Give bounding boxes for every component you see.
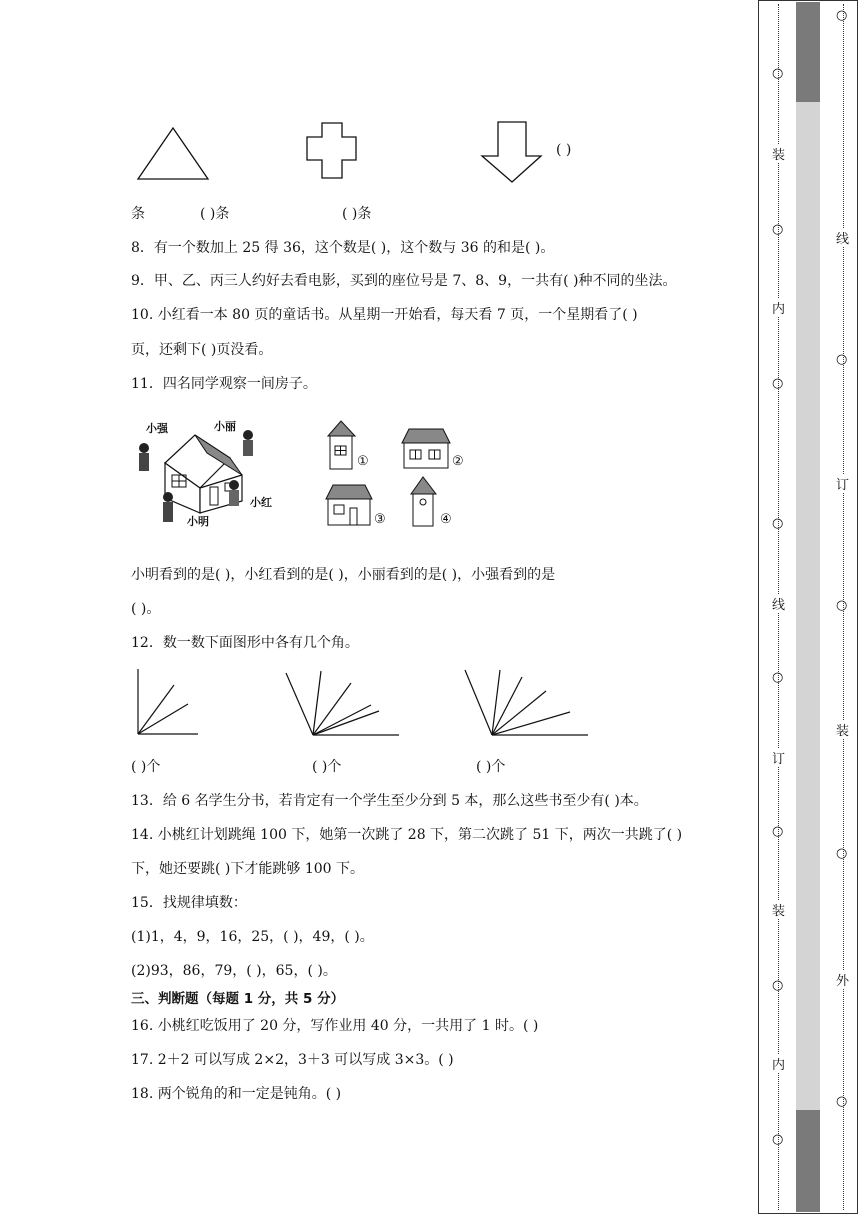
binding-circle: ○ bbox=[772, 670, 784, 685]
binding-circle: ○ bbox=[772, 824, 784, 839]
question-13: 13．给 6 名学生分书，若肯定有一个学生至少分到 5 本，那么这些书至少有( )本。 bbox=[131, 793, 648, 809]
binding-circle-inner: ○ bbox=[836, 8, 848, 23]
label-xiaoming: 小明 bbox=[187, 515, 209, 528]
house-option-2-figure bbox=[401, 427, 451, 472]
question-9: 9．甲、乙、丙三人约好去看电影，买到的座位号是 7、8、9，一共有( )种不同的坐法。 bbox=[131, 273, 677, 289]
binding-inner-char-xian: 线 bbox=[836, 228, 849, 247]
label-xiaoqiang: 小强 bbox=[146, 422, 168, 435]
question-11-answer-line1: 小明看到的是( )，小红看到的是( )，小丽看到的是( )，小强看到的是 bbox=[131, 567, 556, 583]
binding-circle: ○ bbox=[772, 376, 784, 391]
q7-blank-2[interactable]: ( )条 bbox=[200, 206, 230, 222]
binding-circle-inner: ○ bbox=[836, 598, 848, 613]
question-18: 18. 两个锐角的和一定是钝角。( ) bbox=[131, 1086, 342, 1102]
binding-circle-inner: ○ bbox=[836, 1094, 848, 1109]
binding-gray-band bbox=[796, 102, 820, 1110]
option-label-3: ③ bbox=[374, 512, 386, 527]
q7-blank-3[interactable]: ( )条 bbox=[342, 206, 372, 222]
angle-figure-2 bbox=[283, 667, 403, 737]
house-option-3-figure bbox=[325, 483, 375, 528]
option-label-4: ④ bbox=[440, 512, 452, 527]
binding-circle: ○ bbox=[772, 978, 784, 993]
binding-char-nei: 内 bbox=[772, 298, 785, 317]
question-14-line1: 14. 小桃红计划跳绳 100 下，她第一次跳了 28 下，第二次跳了 51 下，两次一共跳了( ) bbox=[131, 827, 683, 843]
binding-dark-band-top bbox=[796, 2, 820, 102]
question-16: 16. 小桃红吃饭用了 20 分，写作业用 40 分，一共用了 1 时。( ) bbox=[131, 1018, 539, 1034]
house-option-1-figure bbox=[327, 420, 357, 472]
binding-char-xian: 线 bbox=[772, 594, 785, 613]
binding-inner-char-zhuang: 装 bbox=[836, 720, 849, 739]
question-15-sub2: (2)93，86，79，( )，65，( )。 bbox=[131, 963, 337, 979]
question-11-stem: 11．四名同学观察一间房子。 bbox=[131, 376, 317, 392]
house-option-4-figure bbox=[410, 476, 438, 528]
down-arrow-figure bbox=[478, 120, 548, 185]
question-15-stem: 15．找规律填数： bbox=[131, 895, 247, 911]
binding-char-ding: 订 bbox=[772, 748, 785, 767]
question-11-answer-line2: ( )。 bbox=[131, 601, 161, 617]
question-12-stem: 12．数一数下面图形中各有几个角。 bbox=[131, 635, 359, 651]
option-label-1: ① bbox=[357, 454, 369, 469]
angle-figure-1 bbox=[130, 667, 200, 737]
label-xiaoli: 小丽 bbox=[214, 420, 236, 433]
binding-circle-inner: ○ bbox=[836, 352, 848, 367]
angle-figure-3 bbox=[462, 667, 592, 737]
binding-inner-char-ding: 订 bbox=[836, 474, 849, 493]
binding-circle: ○ bbox=[772, 516, 784, 531]
q7-shape3-blank[interactable]: ( ) bbox=[556, 142, 572, 158]
label-xiaohong: 小红 bbox=[250, 496, 272, 509]
binding-circle-inner: ○ bbox=[836, 846, 848, 861]
question-8: 8．有一个数加上 25 得 36，这个数是( )，这个数与 36 的和是( )。 bbox=[131, 240, 555, 256]
binding-inner-char-wai: 外 bbox=[836, 970, 849, 989]
binding-circle: ○ bbox=[772, 66, 784, 81]
binding-char-zhuang: 装 bbox=[772, 900, 785, 919]
binding-char-zhuang: 装 bbox=[772, 144, 785, 163]
question-17: 17. 2＋2 可以写成 2×2，3＋3 可以写成 3×3。( ) bbox=[131, 1052, 454, 1068]
section-3-heading: 三、判断题（每题 1 分，共 5 分） bbox=[131, 991, 345, 1007]
option-label-2: ② bbox=[452, 454, 464, 469]
question-14-line2: 下，她还要跳( )下才能跳够 100 下。 bbox=[131, 861, 364, 877]
question-15-sub1: (1)1，4，9，16，25，( )，49，( )。 bbox=[131, 929, 374, 945]
q12-blank-3[interactable]: ( )个 bbox=[476, 759, 506, 775]
q12-blank-2[interactable]: ( )个 bbox=[312, 759, 342, 775]
question-10-line2: 页，还剩下( )页没看。 bbox=[131, 342, 273, 358]
cross-figure bbox=[305, 122, 365, 182]
question-10-line1: 10. 小红看一本 80 页的童话书。从星期一开始看，每天看 7 页，一个星期看了( ) bbox=[131, 307, 638, 323]
binding-circle: ○ bbox=[772, 1132, 784, 1147]
triangle-figure bbox=[136, 126, 216, 186]
binding-char-nei: 内 bbox=[772, 1054, 785, 1073]
q7-blank-1[interactable]: 条 bbox=[131, 206, 145, 222]
binding-dark-band-bottom bbox=[796, 1110, 820, 1212]
binding-circle: ○ bbox=[772, 222, 784, 237]
q12-blank-1[interactable]: ( )个 bbox=[131, 759, 161, 775]
